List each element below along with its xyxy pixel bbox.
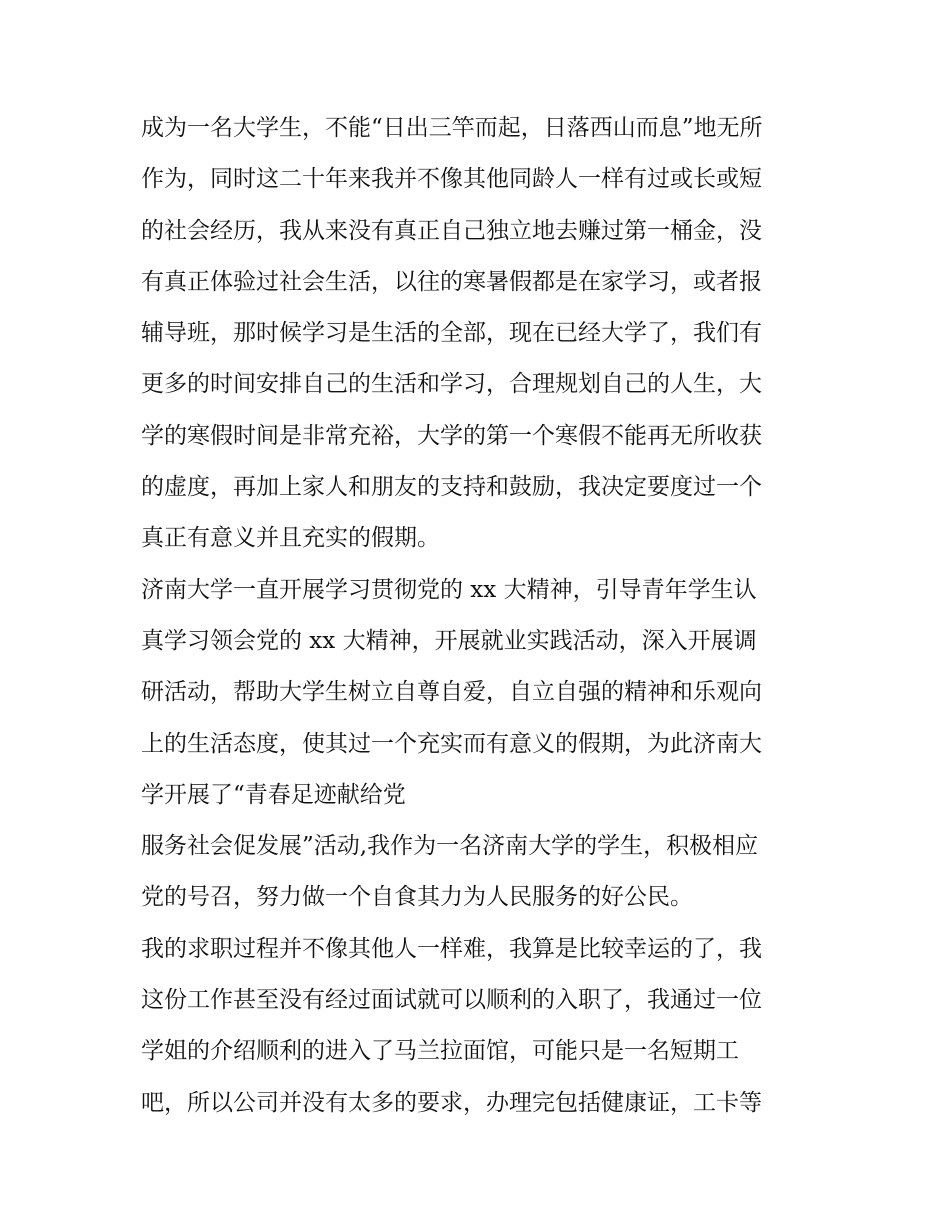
text-line: 作为，同时这二十年来我并不像其他同龄人一样有过或长或短 xyxy=(141,166,762,193)
body-text xyxy=(141,103,831,1129)
text-line: 真学习领会党的 xx 大精神，开展就业实践活动，深入开展调 xyxy=(141,627,757,654)
text-line: 的社会经历，我从来没有真正自己独立地去赚过第一桶金，没 xyxy=(141,217,762,244)
text-line: 这份工作甚至没有经过面试就可以顺利的入职了，我通过一位 xyxy=(141,987,762,1014)
text-line: 学的寒假时间是非常充裕，大学的第一个寒假不能再无所收获 xyxy=(141,422,762,449)
text-line: 我的求职过程并不像其他人一样难，我算是比较幸运的了，我 xyxy=(141,935,762,962)
text-line: 党的号召，努力做一个自食其力为人民服务的好公民。 xyxy=(141,884,693,911)
text-line: 真正有意义并且充实的假期。 xyxy=(141,525,440,552)
text-line: 吧，所以公司并没有太多的要求，办理完包括健康证，工卡等 xyxy=(141,1089,762,1116)
text-line: 研活动，帮助大学生树立自尊自爱，自立自强的精神和乐观向 xyxy=(141,679,762,706)
text-line: 上的生活态度，使其过一个充实而有意义的假期，为此济南大 xyxy=(141,730,762,757)
text-line: 的虚度，再加上家人和朋友的支持和鼓励，我决定要度过一个 xyxy=(141,474,762,501)
text-line: 更多的时间安排自己的生活和学习，合理规划自己的人生，大 xyxy=(141,371,762,398)
text-line: 成为一名大学生，不能“日出三竿而起，日落西山而息”地无所 xyxy=(141,115,763,141)
text-line: 学姐的介绍顺利的进入了马兰拉面馆，可能只是一名短期工 xyxy=(141,1038,739,1065)
text-line: 服务社会促发展”活动,我作为一名济南大学的学生，积极相应 xyxy=(141,833,759,860)
text-line: 学开展了“青春足迹献给党 xyxy=(141,781,406,808)
text-line: 济南大学一直开展学习贯彻党的 xx 大精神，引导青年学生认 xyxy=(141,576,757,603)
text-line: 有真正体验过社会生活，以往的寒暑假都是在家学习，或者报 xyxy=(141,268,762,295)
text-line: 辅导班，那时候学习是生活的全部，现在已经大学了，我们有 xyxy=(141,320,762,347)
